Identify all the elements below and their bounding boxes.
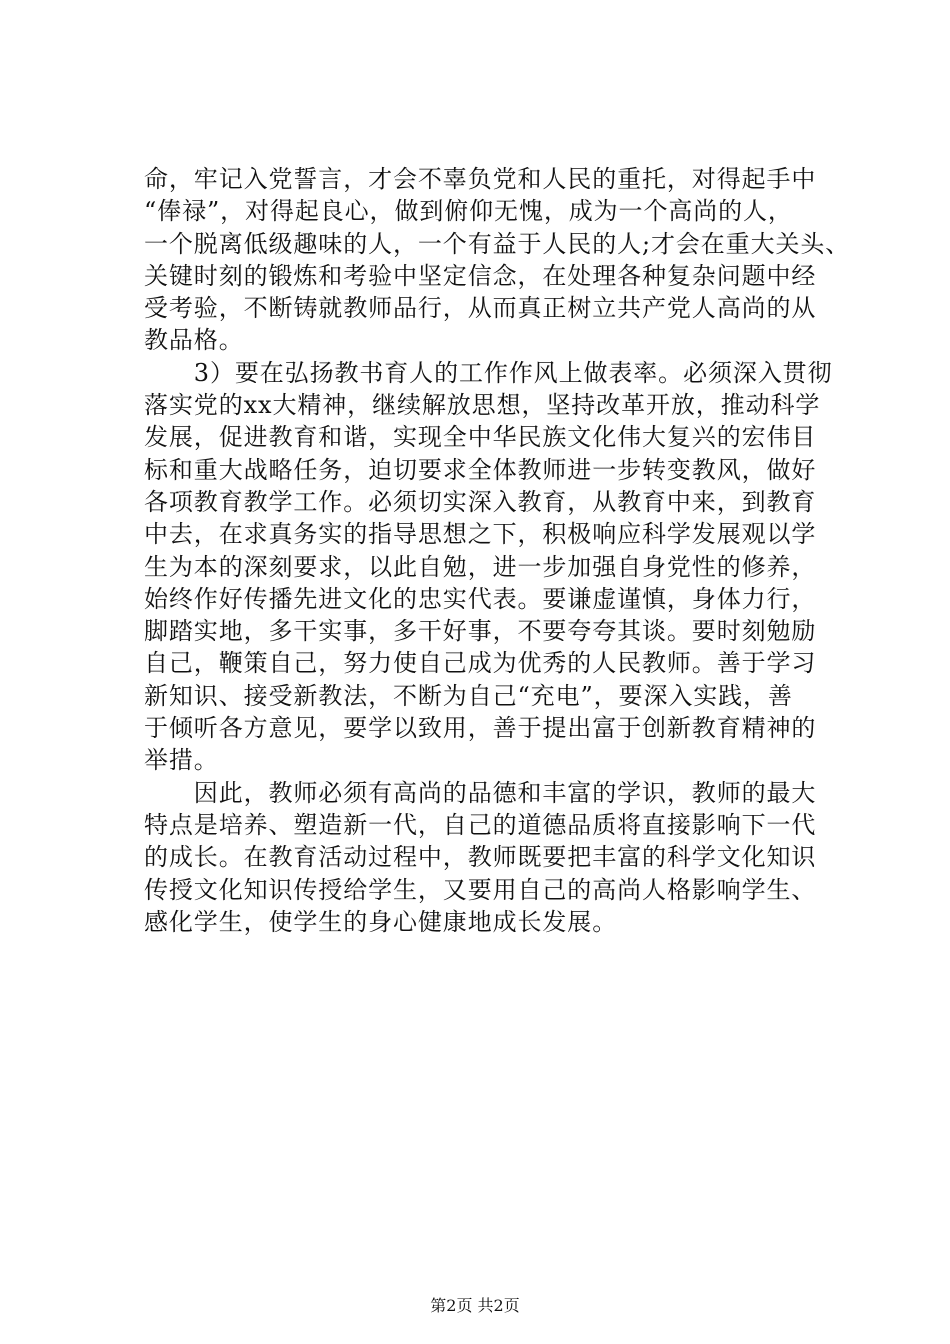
page-number: 第2页 共2页: [430, 1296, 520, 1315]
text-line: 脚踏实地，多干实事，多干好事，不要夸夸其谈。要时刻勉励: [144, 617, 817, 646]
text-line: 特点是培养、塑造新一代，自己的道德品质将直接影响下一代: [144, 810, 817, 839]
text-line: 始终作好传播先进文化的忠实代表。要谦虚谨慎，身体力行，: [144, 584, 817, 613]
text-line: 自己，鞭策自己，努力使自己成为优秀的人民教师。善于学习: [144, 649, 817, 678]
text-line: 命，牢记入党誓言，才会不辜负党和人民的重托，对得起手中: [144, 165, 817, 193]
text-line: 发展，促进教育和谐，实现全中华民族文化伟大复兴的宏伟目: [144, 423, 817, 452]
text-line: 受考验，不断铸就教师品行，从而真正树立共产党人高尚的从: [144, 294, 817, 323]
text-line: “俸禄”，对得起良心，做到俯仰无愧，成为一个高尚的人，: [144, 197, 793, 226]
text-line: 标和重大战略任务，迫切要求全体教师进一步转变教风，做好: [144, 455, 817, 484]
body-text: [144, 163, 851, 938]
text-line: 关键时刻的锻炼和考验中坚定信念，在处理各种复杂问题中经: [144, 261, 817, 290]
text-line: 落实党的xx大精神，继续解放思想，坚持改革开放，推动科学: [144, 391, 821, 420]
text-line: 一个脱离低级趣味的人，一个有益于人民的人;才会在重大关头、: [144, 229, 851, 258]
text-line: 3）要在弘扬教书育人的工作作风上做表率。必须深入贯彻: [144, 358, 833, 387]
text-line: 各项教育教学工作。必须切实深入教育，从教育中来，到教育: [144, 487, 817, 516]
text-line: 传授文化知识传授给学生，又要用自己的高尚人格影响学生、: [144, 875, 817, 904]
text-line: 生为本的深刻要求，以此自勉，进一步加强自身党性的修养，: [144, 552, 817, 581]
text-line: 的成长。在教育活动过程中，教师既要把丰富的科学文化知识: [144, 843, 817, 872]
page-footer: [0, 1296, 950, 1316]
text-line: 教品格。: [144, 326, 244, 355]
text-line: 中去，在求真务实的指导思想之下，积极响应科学发展观以学: [144, 520, 817, 549]
text-line: 举措。: [144, 746, 219, 775]
text-line: 新知识、接受新教法，不断为自己“充电”，要深入实践，善: [144, 681, 793, 710]
text-line: 于倾听各方意见，要学以致用，善于提出富于创新教育精神的: [144, 714, 817, 743]
text-line: 因此，教师必须有高尚的品德和丰富的学识，教师的最大: [144, 778, 817, 807]
text-line: 感化学生，使学生的身心健康地成长发展。: [144, 907, 618, 936]
